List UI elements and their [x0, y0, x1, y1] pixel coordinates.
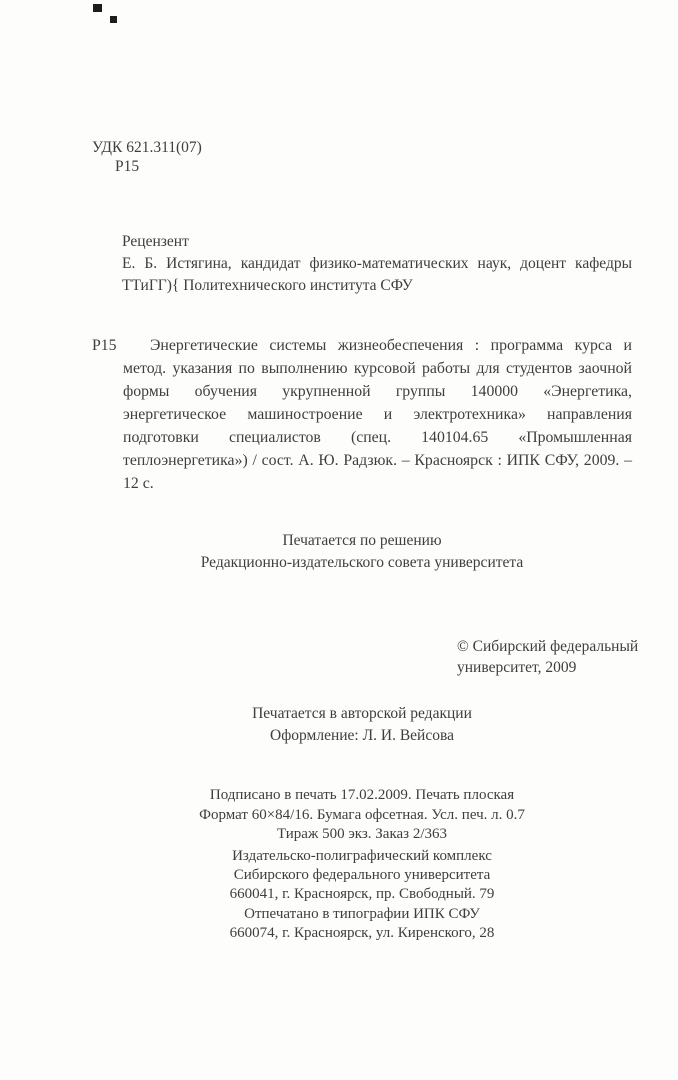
print-info-line-3: Тираж 500 экз. Заказ 2/363: [276, 826, 448, 842]
copyright-line-2: университет, 2009: [457, 659, 577, 676]
reviewer-label: Рецензент: [122, 233, 189, 250]
udk-block: [92, 138, 202, 176]
publisher-line-4: Отпечатано в типографии ИПК СФУ: [244, 905, 480, 922]
publisher-line-1: Издательско-полиграфический комплекс: [232, 848, 492, 864]
print-info-block: [92, 786, 632, 845]
print-info-line-2: Формат 60×84/16. Бумага офсетная. Усл. печ. л. 0.7: [199, 806, 525, 823]
publisher-line-2: Сибирского федерального университета: [233, 867, 491, 884]
publisher-line-5: 660074, г. Красноярск, ул. Киренского, 28: [229, 924, 495, 941]
reviewer-text: Е. Б. Истягина, кандидат физико-математических наук, доцент кафедры ТТиГГ){ Политехнического института СФУ: [122, 255, 632, 294]
scan-artifact: [93, 4, 102, 12]
decision-line-2: Редакционно-издательского совета университета: [200, 554, 524, 571]
annotation-block: [92, 334, 632, 495]
copyright-line-1: © Сибирский федеральный: [457, 638, 639, 655]
decision-block: [92, 530, 632, 574]
scan-artifact: [110, 16, 117, 23]
edition-block: [92, 703, 632, 747]
edition-line-2: Оформление: Л. И. Вейсова: [270, 727, 454, 744]
publisher-block: [92, 847, 632, 943]
annotation-code: Р15: [92, 337, 117, 354]
copyright-block: [457, 636, 638, 678]
annotation-text: Энергетические системы жизнеобеспечения : программа курса и метод. указания по выполнению курсовой работы для студентов заочной формы обучения укрупненной группы 140000 «Энергетика, энергетическое машиностроение и электротехника» направления подготовки специалистов (спец. 140104.65 «Промышленная теплоэнергетика») / сост. А. Ю. Радзюк. – Красноярск : ИПК СФУ, 2009. – 12 с.: [123, 337, 632, 492]
decision-line-1: Печатается по решению: [282, 532, 442, 549]
catalog-code: Р15: [115, 158, 140, 175]
reviewer-block: [122, 231, 632, 297]
publisher-line-3: 660041, г. Красноярск, пр. Свободный. 79: [229, 886, 495, 903]
edition-line-1: Печатается в авторской редакции: [252, 705, 472, 722]
udk-number: УДК 621.311(07): [92, 139, 202, 156]
print-info-line-1: Подписано в печать 17.02.2009. Печать плоская: [209, 787, 515, 803]
